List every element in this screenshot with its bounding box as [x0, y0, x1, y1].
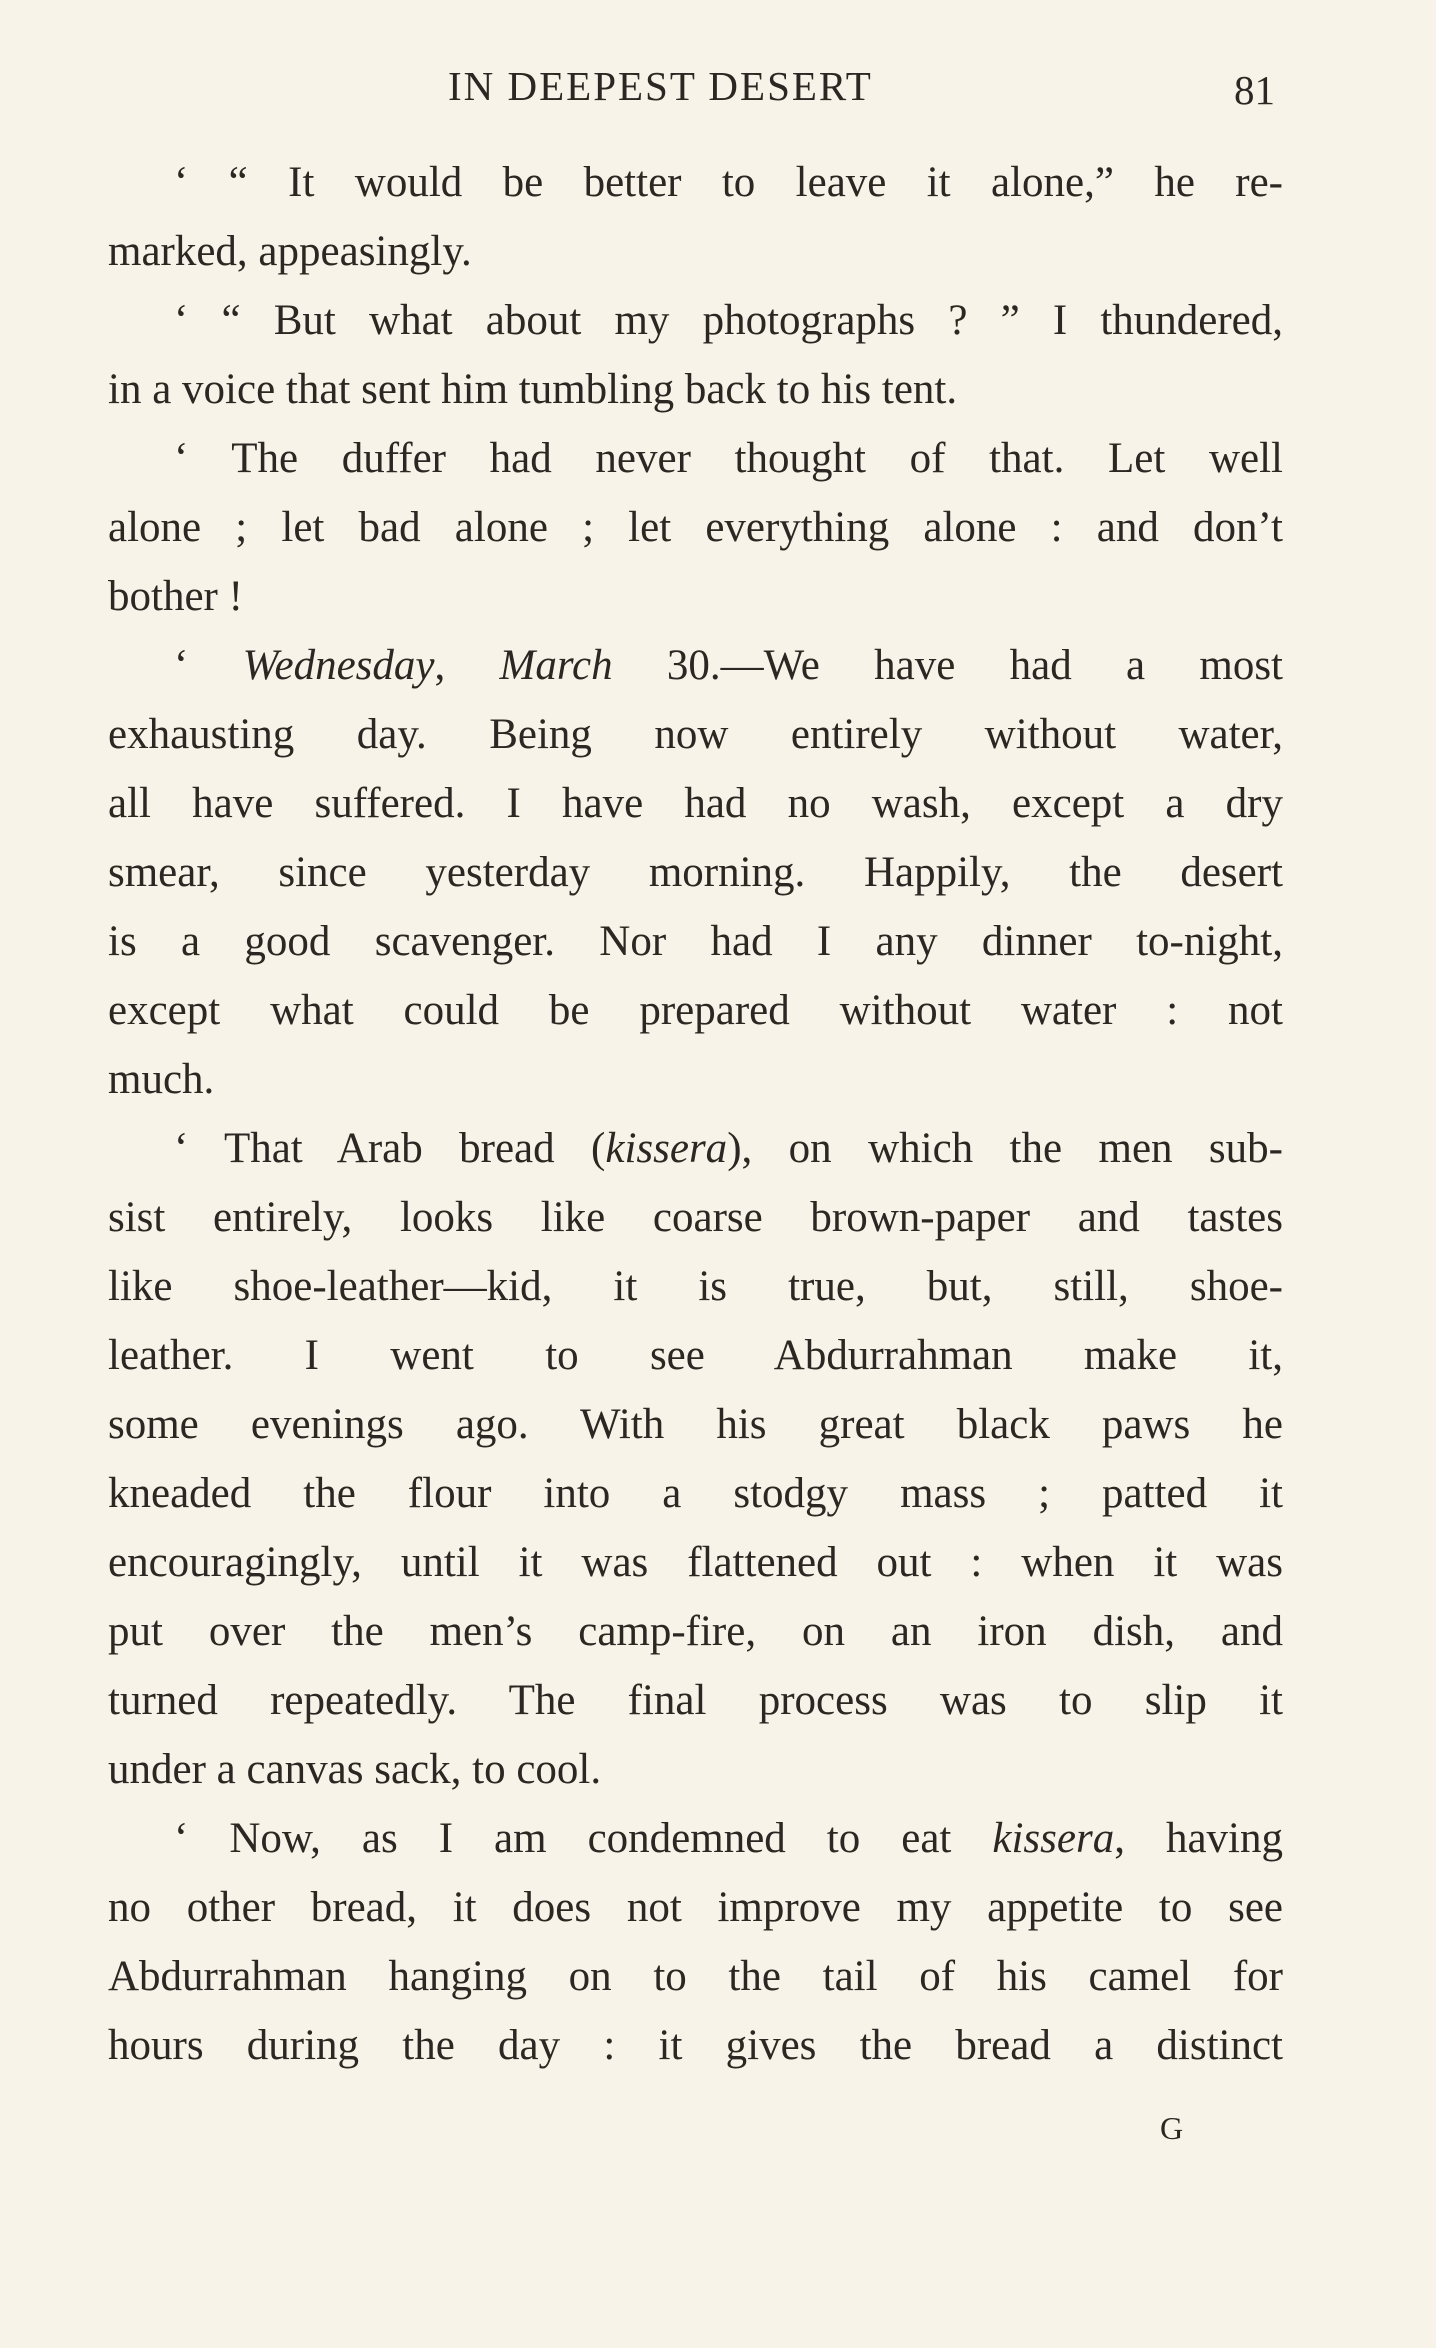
text-line: ‘ “ But what about my photographs ? ” I thundered,: [174, 297, 1283, 344]
text-line: some evenings ago. With his great black paws he: [108, 1401, 1283, 1448]
text-line: ‘ “ It would be better to leave it alone,” he re-: [174, 159, 1283, 206]
text-line: Abdurrahman hanging on to the tail of his camel for: [108, 1953, 1283, 2000]
text-line: ‘ Now, as I am condemned to eat kissera, having: [174, 1815, 1283, 1862]
text-line: sist entirely, looks like coarse brown-paper and tastes: [108, 1194, 1283, 1241]
text-line: bother !: [108, 573, 243, 620]
page-number: 81: [1234, 67, 1275, 113]
text-line: marked, appeasingly.: [108, 228, 472, 275]
running-title: IN DEEPEST DESERT: [448, 63, 873, 109]
text-line: is a good scavenger. Nor had I any dinner to-night,: [108, 918, 1283, 965]
running-head: [0, 56, 1436, 116]
text-line: ‘ Wednesday, March 30.—We have had a most: [174, 642, 1284, 689]
text-line: all have suffered. I have had no wash, except a dry: [108, 780, 1283, 827]
text-line: kneaded the flour into a stodgy mass ; patted it: [108, 1470, 1283, 1517]
text-line: put over the men’s camp-fire, on an iron dish, and: [108, 1608, 1283, 1655]
text-line: alone ; let bad alone ; let everything alone : and don’t: [108, 504, 1283, 551]
text-line: hours during the day : it gives the bread a distinct: [108, 2022, 1283, 2069]
text-line: smear, since yesterday morning. Happily, the desert: [108, 849, 1283, 896]
text-line: under a canvas sack, to cool.: [108, 1746, 602, 1793]
text-line: like shoe-leather—kid, it is true, but, still, shoe-: [108, 1263, 1283, 1310]
text-line: no other bread, it does not improve my appetite to see: [108, 1884, 1283, 1931]
text-line: in a voice that sent him tumbling back to his tent.: [108, 366, 958, 413]
text-line: ‘ The duffer had never thought of that. Let well: [174, 435, 1283, 482]
text-line: exhausting day. Being now entirely without water,: [108, 711, 1283, 758]
text-line: except what could be prepared without water : not: [108, 987, 1283, 1034]
text-line: ‘ That Arab bread (kissera), on which the men sub-: [174, 1125, 1283, 1172]
signature-mark: G: [1160, 2110, 1185, 2146]
body-text: [108, 148, 1283, 2080]
text-line: much.: [108, 1056, 215, 1103]
text-line: turned repeatedly. The final process was to slip it: [108, 1677, 1283, 1724]
text-line: encouragingly, until it was flattened out : when it was: [108, 1539, 1283, 1586]
text-line: leather. I went to see Abdurrahman make it,: [108, 1332, 1283, 1379]
